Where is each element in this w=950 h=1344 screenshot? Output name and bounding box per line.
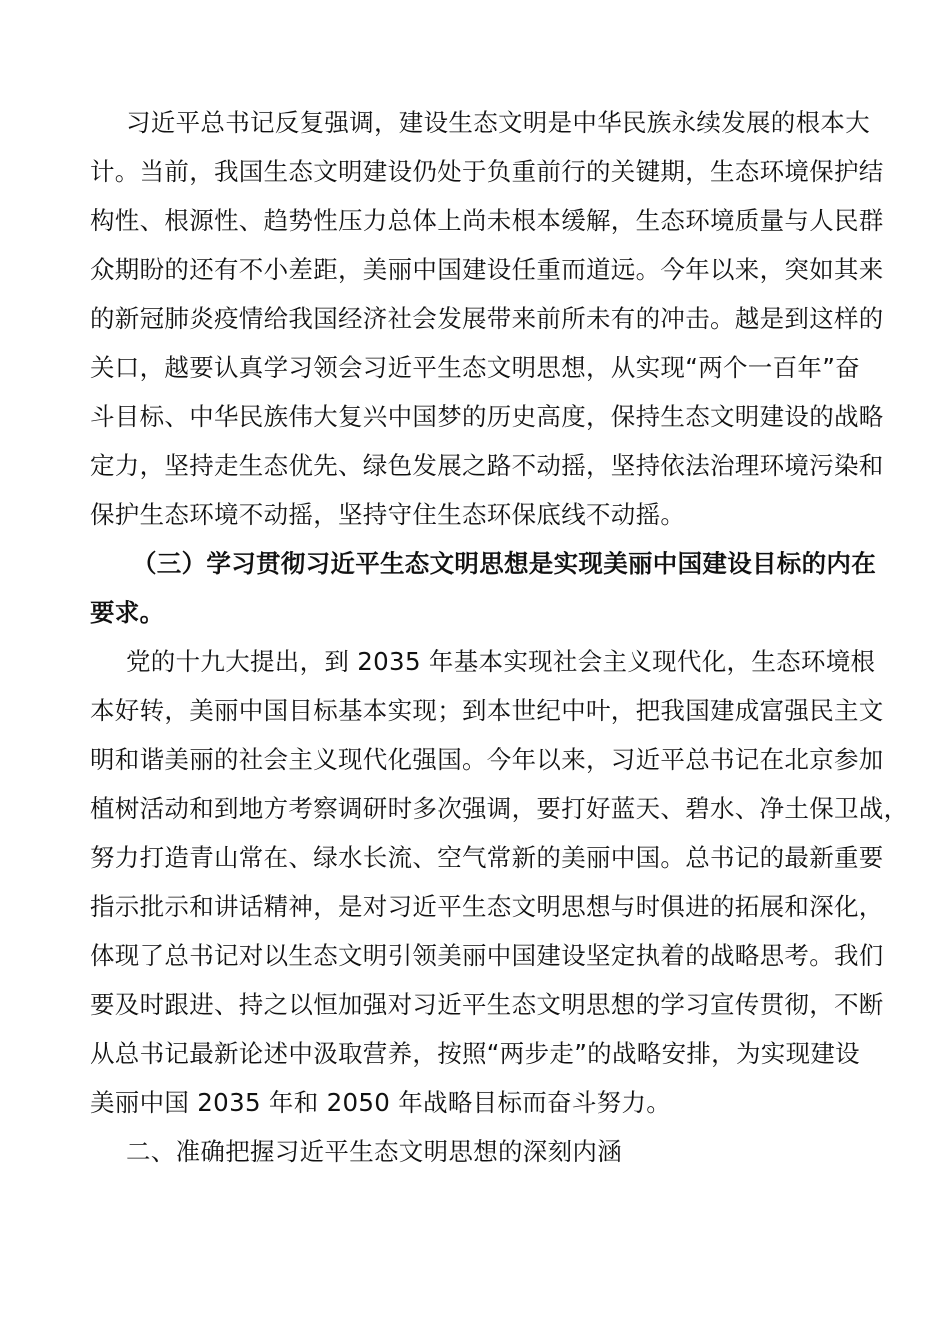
section-heading-2: 二、准确把握习近平生态文明思想的深刻内涵: [126, 1137, 622, 1166]
paragraph-line: 要及时跟进、持之以恒加强对习近平生态文明思想的学习宣传贯彻，不断: [90, 990, 884, 1019]
paragraph-line: 本好转，美丽中国目标基本实现；到本世纪中叶，把我国建成富强民主文: [90, 696, 884, 725]
paragraph-line: 的新冠肺炎疫情给我国经济社会发展带来前所未有的冲击。越是到这样的: [90, 304, 884, 333]
heading-line: （三）学习贯彻习近平生态文明思想是实现美丽中国建设目标的内在: [132, 549, 876, 578]
paragraph-line: 构性、根源性、趋势性压力总体上尚未根本缓解，生态环境质量与人民群: [90, 206, 884, 235]
paragraph-line: 明和谐美丽的社会主义现代化强国。今年以来，习近平总书记在北京参加: [90, 745, 884, 774]
paragraph-line: 众期盼的还有不小差距，美丽中国建设任重而道远。今年以来，突如其来: [90, 255, 884, 284]
paragraph-line: 党的十九大提出，到 2035 年基本实现社会主义现代化，生态环境根: [126, 647, 876, 676]
paragraph-line: 斗目标、中华民族伟大复兴中国梦的历史高度，保持生态文明建设的战略: [90, 402, 884, 431]
paragraph-line: 定力，坚持走生态优先、绿色发展之路不动摇，坚持依法治理环境污染和: [90, 451, 884, 480]
paragraph-line: 指示批示和讲话精神，是对习近平生态文明思想与时俱进的拓展和深化，: [90, 892, 884, 921]
heading-line: 要求。: [90, 598, 165, 627]
paragraph-line: 美丽中国 2035 年和 2050 年战略目标而奋斗努力。: [90, 1088, 672, 1117]
paragraph-line: 从总书记最新论述中汲取营养，按照“两步走”的战略安排，为实现建设: [90, 1039, 860, 1068]
paragraph-2: [90, 637, 909, 1127]
subsection-heading-3: [90, 539, 876, 637]
paragraph-1: [90, 98, 884, 539]
paragraph-line: 计。当前，我国生态文明建设仍处于负重前行的关键期，生态环境保护结: [90, 157, 884, 186]
paragraph-line: 保护生态环境不动摇，坚持守住生态环保底线不动摇。: [90, 500, 686, 529]
paragraph-line: 习近平总书记反复强调，建设生态文明是中华民族永续发展的根本大: [126, 108, 870, 137]
paragraph-line: 关口，越要认真学习领会习近平生态文明思想，从实现“两个一百年”奋: [90, 353, 860, 382]
paragraph-line: 体现了总书记对以生态文明引领美丽中国建设坚定执着的战略思考。我们: [90, 941, 884, 970]
paragraph-line: 努力打造青山常在、绿水长流、空气常新的美丽中国。总书记的最新重要: [90, 843, 884, 872]
document-page: [90, 98, 909, 1176]
paragraph-line: 植树活动和到地方考察调研时多次强调，要打好蓝天、碧水、净土保卫战，: [90, 794, 909, 823]
